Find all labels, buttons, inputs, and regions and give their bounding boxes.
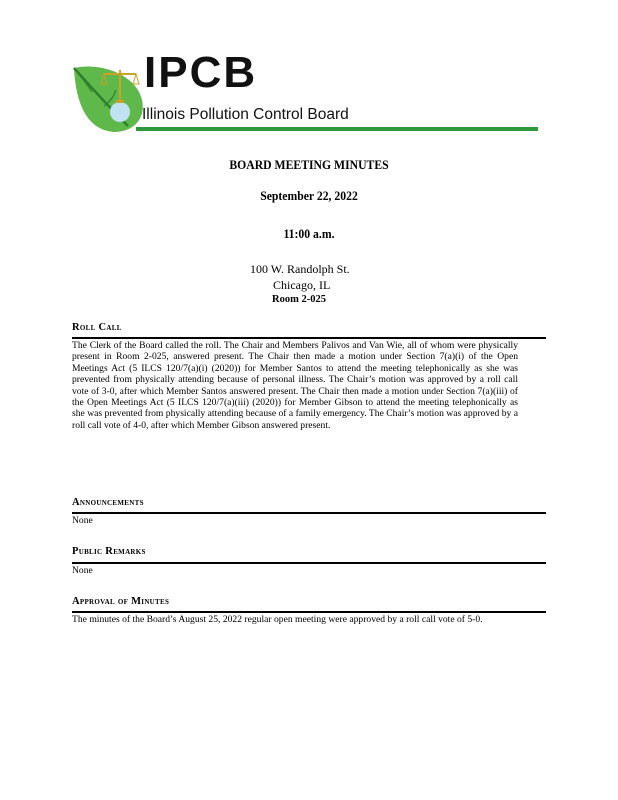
section-title-public-remarks: Public Remarks [72,546,146,557]
ipcb-logo [70,48,540,134]
public-remarks-text: None [72,565,93,576]
section-title-approval-of-minutes: Approval of Minutes [72,596,170,607]
logo-acronym: IPCB [144,48,258,97]
meeting-date: September 22, 2022 [260,188,358,203]
section-title-announcements: Announcements [72,497,144,508]
section-rule [72,337,546,339]
meeting-time: 11:00 a.m. [283,226,335,241]
address-street: 100 W. Randolph St. [250,262,350,276]
address-city: Chicago, IL [273,278,331,292]
section-rule [72,562,546,564]
section-rule [72,611,546,613]
logo-underline [136,127,538,131]
section-title-roll-call: Roll Call [72,322,122,333]
leaf-scales-icon [70,56,150,136]
announcements-text: None [72,515,93,526]
roll-call-text: The Clerk of the Board called the roll. The Chair and Members Palivos and Van Wie, all of whom were physically present in Room 2-025, answered present. The Chair then made a motion under Section 7(a)(i) of the Open Meetings Act (5 ILCS 120/7(a)(i) (2020)) for Member Santos to attend the meeting telephonically as she was prevented from physically attending because of personal illness. The Chair’s motion was approved by a roll call vote of 3-0, after which Member Santos answered present. The Chair then made a motion under Section 7(a)(iii) of the Open Meetings Act (5 ILCS 120/7(a)(iii) (2020)) for Member Gibson to attend the meeting telephonically as she was prevented from physically attending because of a family emergency. The Chair’s motion was approved by a roll call vote of 4-0, after which Member Gibson answered present. [72,340,518,431]
section-rule [72,512,546,514]
approval-of-minutes-text: The minutes of the Board’s August 25, 2022 regular open meeting were approved by a roll call vote of 5-0. [72,614,483,625]
document-title: BOARD MEETING MINUTES [229,157,389,172]
logo-fullname: Illinois Pollution Control Board [142,106,349,123]
address-room: Room 2-025 [272,294,326,305]
